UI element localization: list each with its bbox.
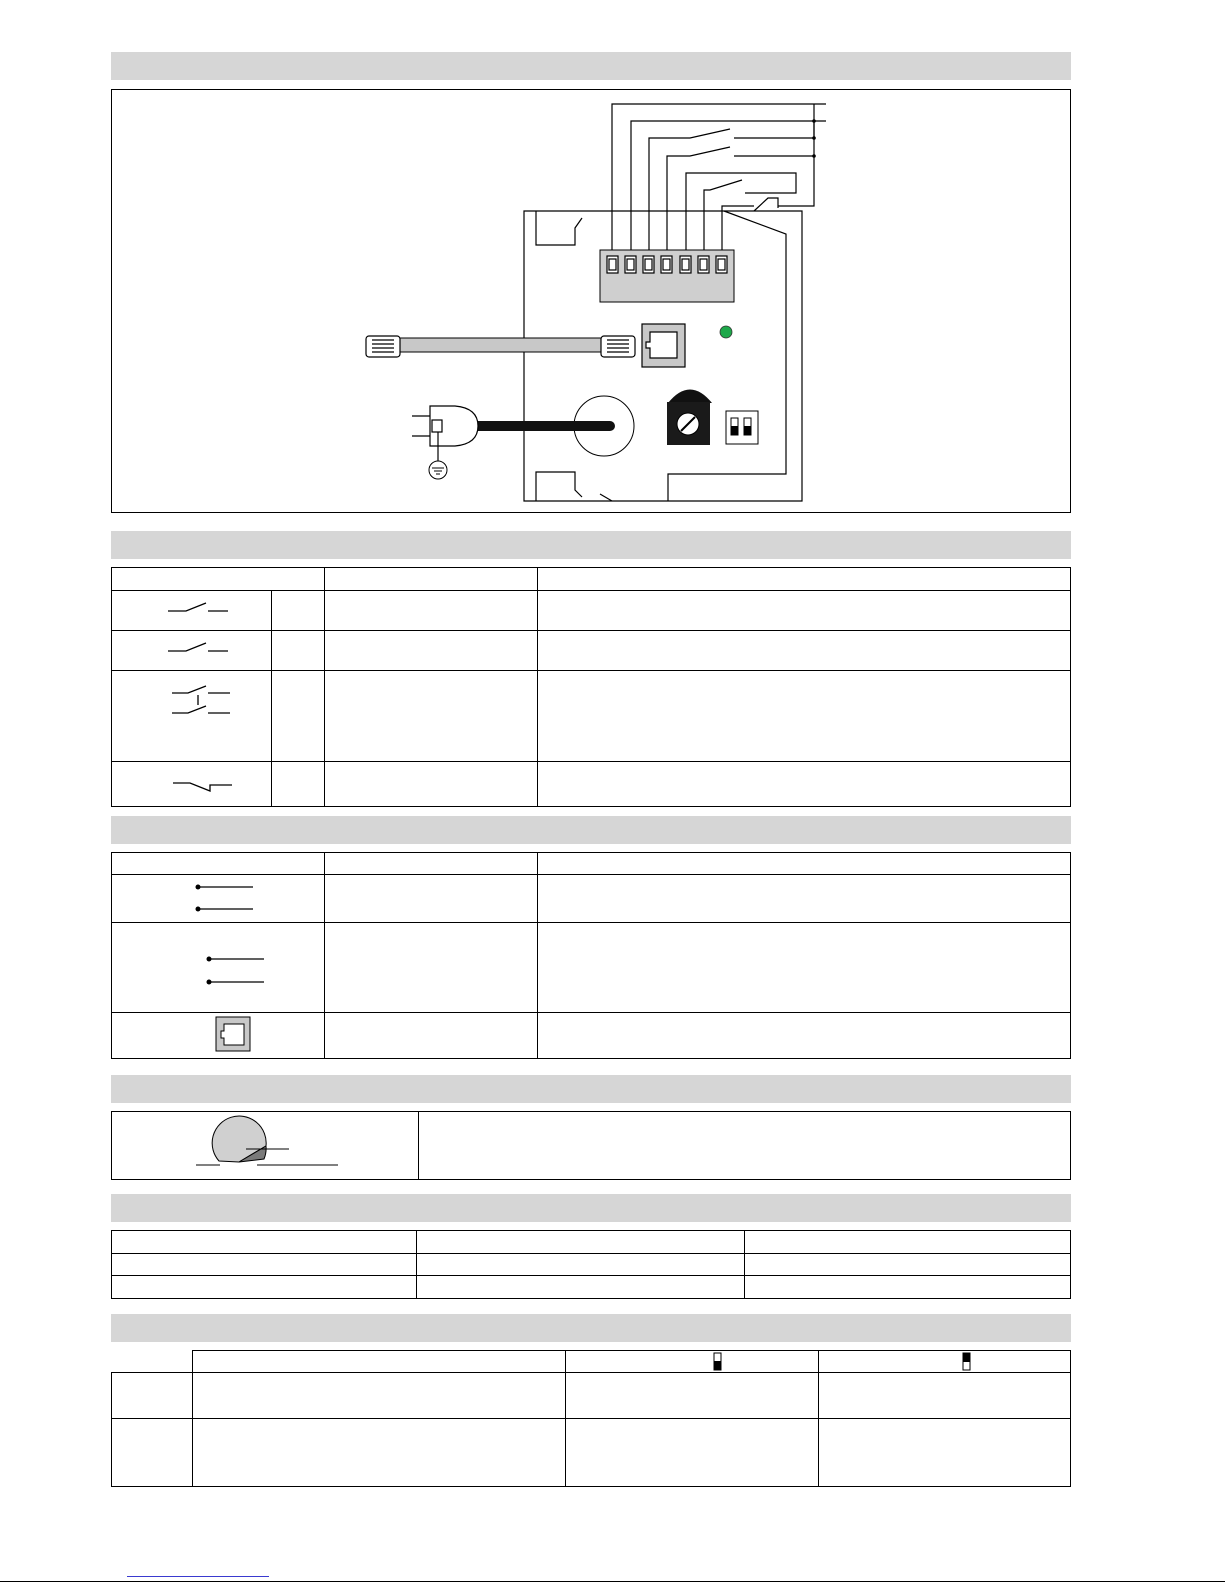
cable-plug-right bbox=[601, 336, 635, 357]
inputs-table bbox=[111, 567, 1071, 807]
dip-body bbox=[111, 1372, 1071, 1487]
footer-link-underline[interactable] bbox=[127, 1576, 269, 1577]
switch-nc-icon bbox=[118, 631, 266, 667]
contact-symbol bbox=[754, 198, 778, 211]
footer-rule bbox=[0, 1581, 1225, 1582]
wire-4 bbox=[667, 147, 730, 254]
terminal-pair-icon bbox=[118, 936, 318, 996]
specs-table bbox=[111, 1230, 1071, 1299]
housing-clip-top bbox=[536, 211, 582, 245]
dip-row-divider bbox=[111, 1418, 1071, 1419]
ground-icon bbox=[429, 461, 447, 479]
dip-position-icons bbox=[111, 1350, 1071, 1372]
wire-5 bbox=[686, 173, 796, 254]
table-row bbox=[112, 853, 1071, 875]
rj-socket-icon bbox=[118, 1014, 318, 1054]
housing-notch bbox=[600, 494, 612, 501]
table-row bbox=[112, 671, 1071, 762]
table-row bbox=[112, 1231, 1071, 1254]
cable-plug-left bbox=[366, 336, 400, 357]
table-row bbox=[112, 1276, 1071, 1299]
wire-1 bbox=[612, 104, 826, 254]
table-row bbox=[112, 1112, 1071, 1180]
housing-clip-bottom bbox=[536, 472, 582, 501]
double-switch-icon bbox=[118, 671, 266, 721]
data-cable bbox=[400, 338, 605, 352]
terminal-pair-icon bbox=[118, 875, 318, 919]
wire-2 bbox=[631, 121, 826, 254]
pie-dial-icon bbox=[118, 1112, 413, 1176]
dip-table bbox=[111, 1350, 1071, 1487]
outputs-table bbox=[111, 852, 1071, 1059]
terminal-screws bbox=[607, 256, 727, 273]
wire-7 bbox=[722, 206, 754, 254]
table-row bbox=[112, 568, 1071, 591]
contact-icon bbox=[118, 765, 266, 801]
table-row bbox=[112, 631, 1071, 671]
wire-3b bbox=[734, 121, 814, 138]
table-row bbox=[112, 1254, 1071, 1276]
table-row bbox=[112, 923, 1071, 1013]
wire-6 bbox=[704, 180, 742, 254]
led-icon bbox=[720, 326, 732, 338]
sensitivity-table bbox=[111, 1111, 1071, 1180]
table-row bbox=[112, 1013, 1071, 1059]
switch-no-icon bbox=[118, 591, 266, 627]
table-row bbox=[112, 591, 1071, 631]
table-row bbox=[112, 762, 1071, 807]
potentiometer-arc bbox=[668, 390, 712, 404]
table-row bbox=[112, 875, 1071, 923]
wire-3 bbox=[649, 129, 730, 254]
